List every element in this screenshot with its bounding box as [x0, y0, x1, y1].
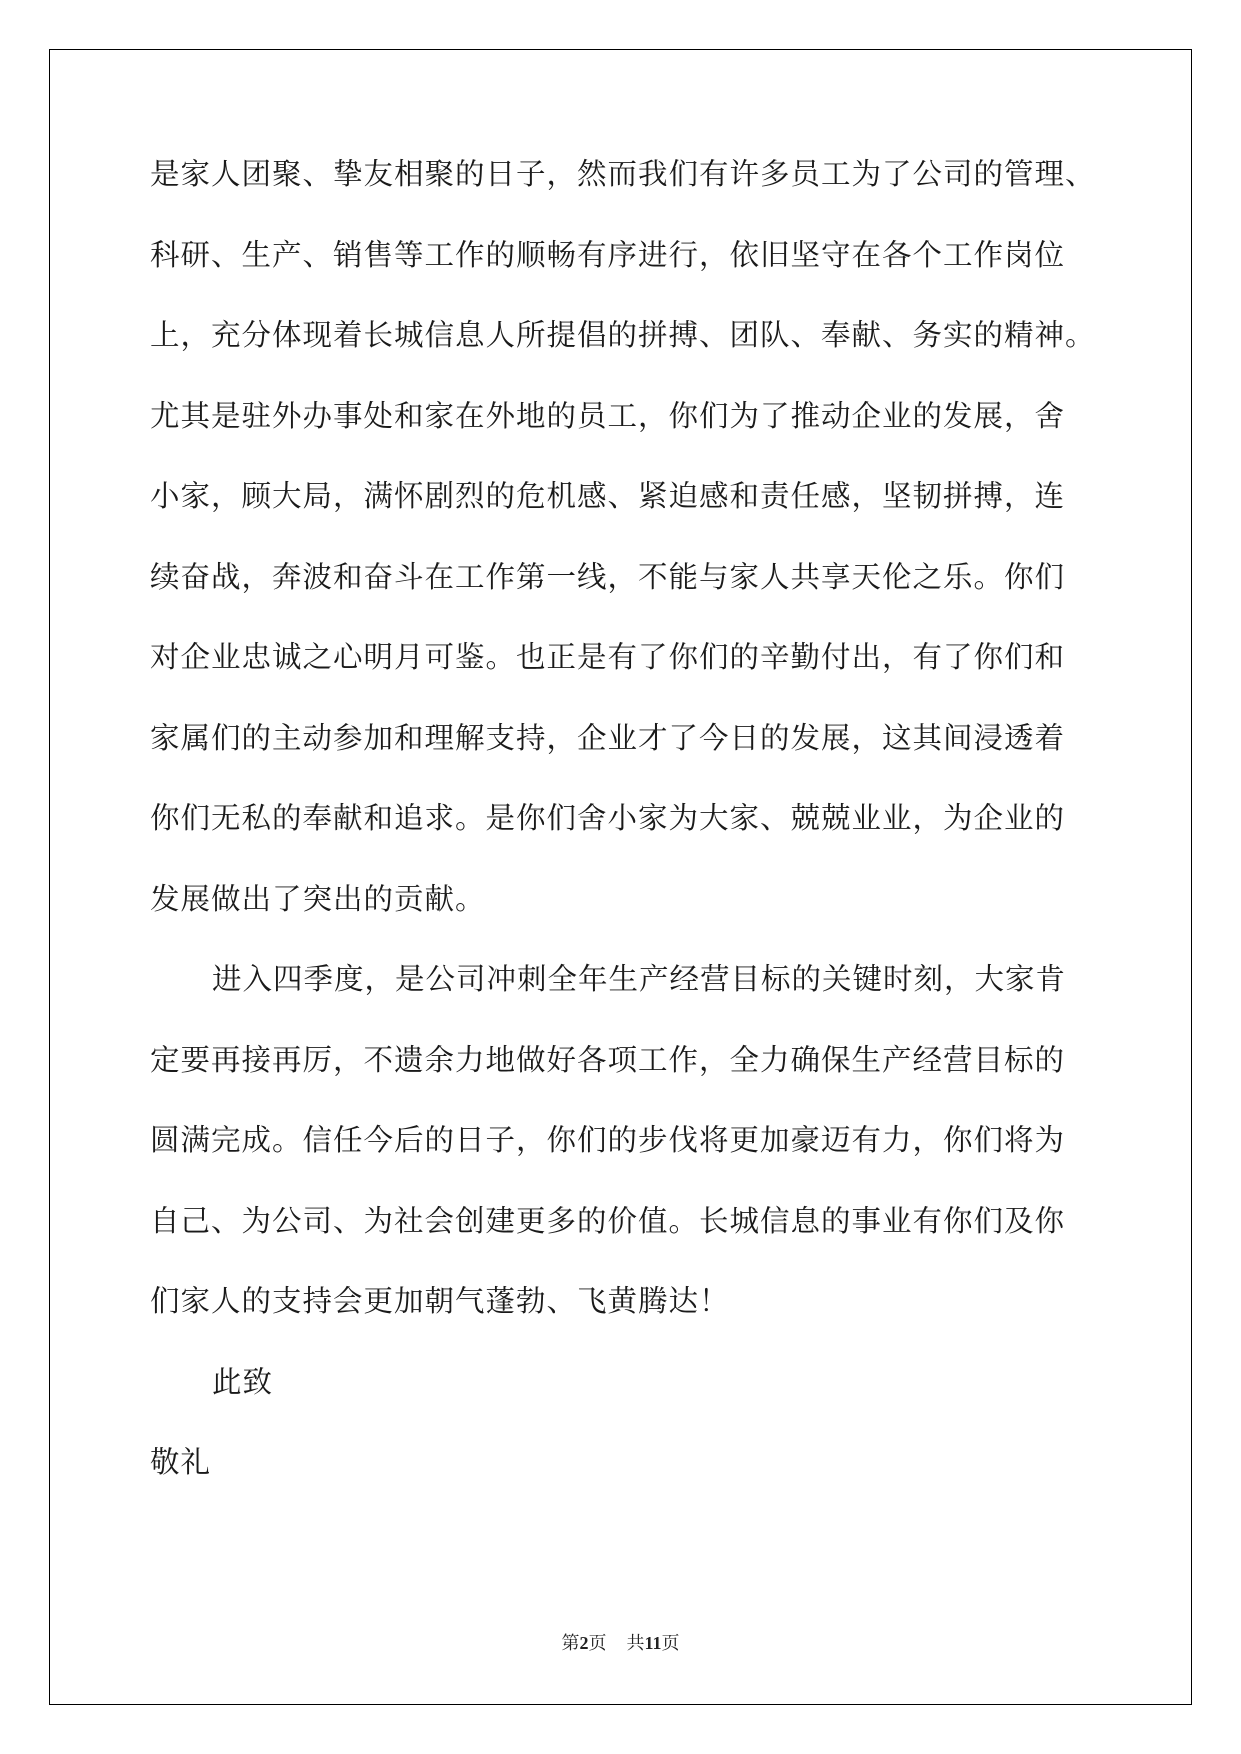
body-line: 续奋战，奔波和奋斗在工作第一线，不能与家人共享天伦之乐。你们: [150, 559, 1066, 594]
body-line: 圆满完成。信任今后的日子，你们的步伐将更加豪迈有力，你们将为: [150, 1123, 1066, 1157]
body-line: 发展做出了突出的贡献。: [150, 881, 486, 916]
paragraph-start-line: 进入四季度，是公司冲刺全年生产经营目标的关键时刻，大家肯: [212, 962, 1067, 996]
letter-body: [150, 154, 1096, 1523]
body-line: 上，充分体现着长城信息人所提倡的拼搏、团队、奉献、务实的精神。: [150, 318, 1096, 352]
page-unit: 页: [588, 1633, 607, 1653]
body-line: 你们无私的奉献和追求。是你们舍小家为大家、兢兢业业，为企业的: [150, 801, 1066, 835]
current-page-number: 2: [579, 1633, 589, 1653]
closing-regards: 敬礼: [150, 1445, 212, 1479]
body-line: 定要再接再厉，不遗余力地做好各项工作，全力确保生产经营目标的: [150, 1042, 1066, 1077]
total-page-count: 11: [644, 1633, 662, 1653]
closing-salutation: 此致: [212, 1364, 274, 1399]
body-line: 是家人团聚、挚友相聚的日子，然而我们有许多员工为了公司的管理、: [150, 157, 1096, 191]
body-line: 家属们的主动参加和理解支持，企业才了今日的发展，这其间浸透着: [150, 720, 1066, 755]
body-line: 尤其是驻外办事处和家在外地的员工，你们为了推动企业的发展，舍: [150, 398, 1066, 433]
total-prefix: 共: [626, 1633, 645, 1653]
body-line: 自己、为公司、为社会创建更多的价值。长城信息的事业有你们及你: [150, 1203, 1066, 1238]
total-unit: 页: [661, 1633, 680, 1653]
body-line: 对企业忠诚之心明月可鉴。也正是有了你们的辛勤付出，有了你们和: [150, 640, 1066, 674]
body-line: 们家人的支持会更加朝气蓬勃、飞黄腾达！: [150, 1284, 730, 1318]
page-prefix: 第: [561, 1633, 580, 1653]
body-line: 科研、生产、销售等工作的顺畅有序进行，依旧坚守在各个工作岗位: [150, 237, 1066, 272]
body-line: 小家，顾大局，满怀剧烈的危机感、紧迫感和责任感，坚韧拼搏，连: [150, 479, 1066, 513]
page-number-footer: [0, 1632, 1241, 1654]
